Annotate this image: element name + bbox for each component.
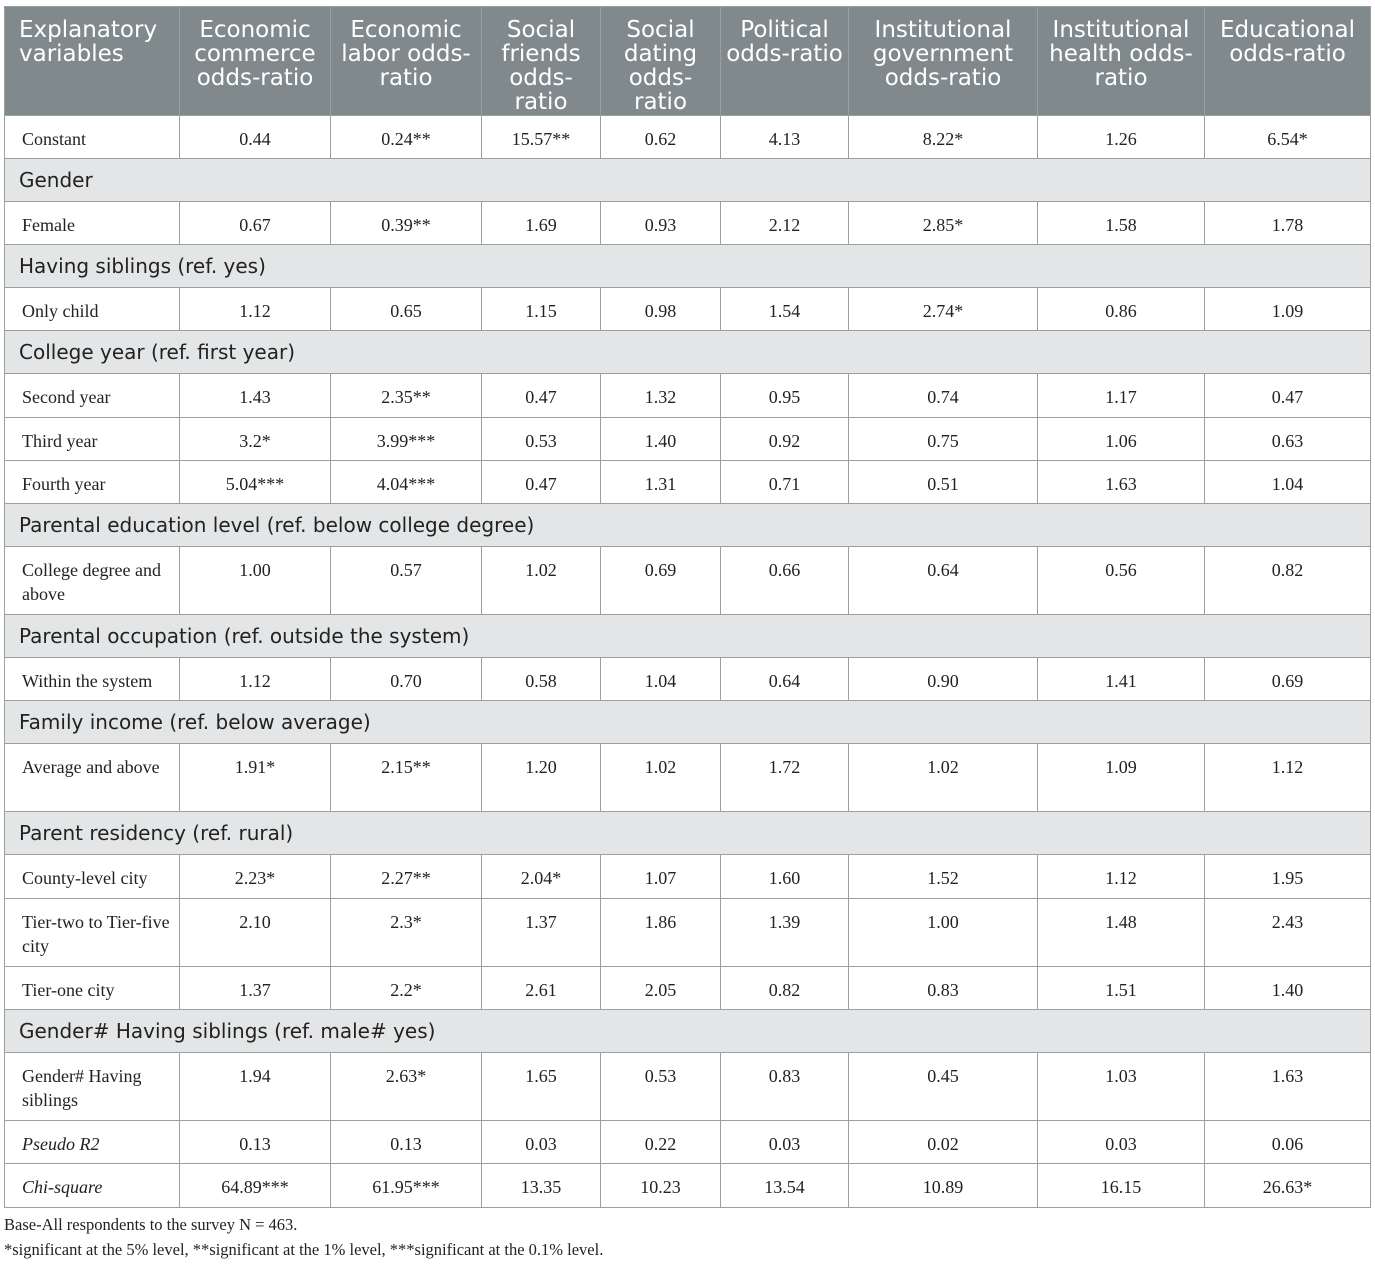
odds-ratio-cell: 2.74* <box>849 288 1038 331</box>
row-label: Female <box>5 202 180 245</box>
odds-ratio-cell: 0.24** <box>331 116 482 159</box>
odds-ratio-cell: 26.63* <box>1205 1164 1371 1208</box>
row-label: Tier-two to Tier-five city <box>5 899 180 967</box>
odds-ratio-cell: 1.37 <box>482 899 601 967</box>
odds-ratio-cell: 1.65 <box>482 1053 601 1121</box>
section-row <box>5 1010 1371 1053</box>
odds-ratio-cell: 0.90 <box>849 658 1038 701</box>
odds-ratio-cell: 3.99*** <box>331 418 482 461</box>
odds-ratio-cell: 1.37 <box>180 967 331 1010</box>
header-social-friends: Social friends odds-ratio <box>482 7 601 116</box>
table-row <box>5 899 1371 967</box>
odds-ratio-cell: 0.93 <box>601 202 721 245</box>
section-row <box>5 245 1371 288</box>
odds-ratio-cell: 0.82 <box>1205 547 1371 615</box>
odds-ratio-cell: 1.12 <box>1205 744 1371 812</box>
section-row <box>5 701 1371 744</box>
header-economic-labor: Economic labor odds-ratio <box>331 7 482 116</box>
odds-ratio-cell: 2.15** <box>331 744 482 812</box>
odds-ratio-cell: 1.04 <box>1205 461 1371 504</box>
row-label: County-level city <box>5 855 180 899</box>
section-row <box>5 331 1371 374</box>
table-row <box>5 374 1371 418</box>
section-row <box>5 159 1371 202</box>
odds-ratio-cell: 2.35** <box>331 374 482 418</box>
odds-ratio-cell: 1.09 <box>1038 744 1205 812</box>
table-row <box>5 202 1371 245</box>
section-label: Gender <box>5 159 1371 202</box>
header-economic-commerce: Economic commerce odds-ratio <box>180 7 331 116</box>
header-institutional-health: Institutional health odds-ratio <box>1038 7 1205 116</box>
section-label: Parental occupation (ref. outside the system) <box>5 615 1371 658</box>
odds-ratio-cell: 0.67 <box>180 202 331 245</box>
row-label: Only child <box>5 288 180 331</box>
odds-ratio-cell: 2.85* <box>849 202 1038 245</box>
table-row <box>5 658 1371 701</box>
row-label: Pseudo R2 <box>5 1121 180 1164</box>
section-row <box>5 615 1371 658</box>
odds-ratio-cell: 0.64 <box>721 658 849 701</box>
odds-ratio-cell: 1.00 <box>180 547 331 615</box>
odds-ratio-cell: 0.53 <box>601 1053 721 1121</box>
odds-ratio-cell: 1.02 <box>601 744 721 812</box>
header-explanatory-variables: Explanatory variables <box>5 7 180 116</box>
odds-ratio-cell: 0.56 <box>1038 547 1205 615</box>
odds-ratio-cell: 1.72 <box>721 744 849 812</box>
odds-ratio-cell: 1.63 <box>1038 461 1205 504</box>
odds-ratio-cell: 2.3* <box>331 899 482 967</box>
odds-ratio-cell: 0.71 <box>721 461 849 504</box>
odds-ratio-cell: 0.58 <box>482 658 601 701</box>
row-label: Chi-square <box>5 1164 180 1208</box>
odds-ratio-cell: 1.91* <box>180 744 331 812</box>
odds-ratio-cell: 0.92 <box>721 418 849 461</box>
odds-ratio-cell: 10.23 <box>601 1164 721 1208</box>
odds-ratio-cell: 1.20 <box>482 744 601 812</box>
table-row <box>5 461 1371 504</box>
row-label: Average and above <box>5 744 180 812</box>
odds-ratio-cell: 1.58 <box>1038 202 1205 245</box>
table-row <box>5 744 1371 812</box>
regression-table-container <box>4 6 1370 1262</box>
odds-ratio-cell: 1.03 <box>1038 1053 1205 1121</box>
odds-ratio-cell: 0.75 <box>849 418 1038 461</box>
odds-ratio-cell: 1.48 <box>1038 899 1205 967</box>
table-body <box>5 116 1371 1208</box>
odds-ratio-cell: 0.57 <box>331 547 482 615</box>
section-row <box>5 504 1371 547</box>
odds-ratio-cell: 0.39** <box>331 202 482 245</box>
table-row <box>5 288 1371 331</box>
odds-ratio-cell: 2.61 <box>482 967 601 1010</box>
odds-ratio-cell: 1.63 <box>1205 1053 1371 1121</box>
odds-ratio-cell: 0.69 <box>601 547 721 615</box>
header-social-dating: Social dating odds-ratio <box>601 7 721 116</box>
row-label: Within the system <box>5 658 180 701</box>
table-row <box>5 1121 1371 1164</box>
table-row <box>5 1164 1371 1208</box>
odds-ratio-cell: 1.54 <box>721 288 849 331</box>
odds-ratio-cell: 0.45 <box>849 1053 1038 1121</box>
table-notes <box>4 1212 1370 1262</box>
table-row <box>5 855 1371 899</box>
odds-ratio-cell: 2.23* <box>180 855 331 899</box>
header-institutional-government: Institutional government odds-ratio <box>849 7 1038 116</box>
odds-ratio-cell: 0.06 <box>1205 1121 1371 1164</box>
odds-ratio-cell: 15.57** <box>482 116 601 159</box>
odds-ratio-cell: 2.05 <box>601 967 721 1010</box>
header-row <box>5 7 1371 116</box>
odds-ratio-cell: 61.95*** <box>331 1164 482 1208</box>
odds-ratio-cell: 1.04 <box>601 658 721 701</box>
table-row <box>5 116 1371 159</box>
odds-ratio-cell: 2.27** <box>331 855 482 899</box>
odds-ratio-cell: 2.43 <box>1205 899 1371 967</box>
odds-ratio-cell: 0.66 <box>721 547 849 615</box>
odds-ratio-cell: 6.54* <box>1205 116 1371 159</box>
odds-ratio-cell: 1.86 <box>601 899 721 967</box>
odds-ratio-cell: 0.47 <box>482 461 601 504</box>
odds-ratio-cell: 1.15 <box>482 288 601 331</box>
odds-ratio-cell: 4.13 <box>721 116 849 159</box>
odds-ratio-cell: 1.39 <box>721 899 849 967</box>
odds-ratio-cell: 1.95 <box>1205 855 1371 899</box>
odds-ratio-cell: 1.78 <box>1205 202 1371 245</box>
odds-ratio-cell: 1.12 <box>180 658 331 701</box>
table-row <box>5 1053 1371 1121</box>
odds-ratio-cell: 1.43 <box>180 374 331 418</box>
row-label: Tier-one city <box>5 967 180 1010</box>
odds-ratio-cell: 0.51 <box>849 461 1038 504</box>
odds-ratio-cell: 0.98 <box>601 288 721 331</box>
header-political: Political odds-ratio <box>721 7 849 116</box>
odds-ratio-cell: 2.04* <box>482 855 601 899</box>
odds-ratio-cell: 1.40 <box>601 418 721 461</box>
row-label: College degree and above <box>5 547 180 615</box>
odds-ratio-cell: 13.54 <box>721 1164 849 1208</box>
note-significance: *significant at the 5% level, **significant at the 1% level, ***significant at the 0.1% level. <box>4 1240 604 1259</box>
odds-ratio-cell: 0.02 <box>849 1121 1038 1164</box>
odds-ratio-cell: 1.02 <box>482 547 601 615</box>
odds-ratio-cell: 2.10 <box>180 899 331 967</box>
odds-ratio-cell: 0.03 <box>721 1121 849 1164</box>
odds-ratio-cell: 0.82 <box>721 967 849 1010</box>
odds-ratio-cell: 0.47 <box>482 374 601 418</box>
odds-ratio-cell: 0.83 <box>721 1053 849 1121</box>
odds-ratio-cell: 1.31 <box>601 461 721 504</box>
odds-ratio-cell: 1.41 <box>1038 658 1205 701</box>
odds-ratio-cell: 0.95 <box>721 374 849 418</box>
odds-ratio-cell: 0.74 <box>849 374 1038 418</box>
odds-ratio-cell: 0.86 <box>1038 288 1205 331</box>
odds-ratio-cell: 1.06 <box>1038 418 1205 461</box>
odds-ratio-cell: 10.89 <box>849 1164 1038 1208</box>
row-label: Fourth year <box>5 461 180 504</box>
odds-ratio-cell: 1.00 <box>849 899 1038 967</box>
odds-ratio-cell: 0.83 <box>849 967 1038 1010</box>
odds-ratio-cell: 5.04*** <box>180 461 331 504</box>
odds-ratio-cell: 0.47 <box>1205 374 1371 418</box>
odds-ratio-cell: 13.35 <box>482 1164 601 1208</box>
table-row <box>5 547 1371 615</box>
odds-ratio-cell: 1.17 <box>1038 374 1205 418</box>
row-label: Third year <box>5 418 180 461</box>
section-label: College year (ref. first year) <box>5 331 1371 374</box>
odds-ratio-cell: 0.03 <box>1038 1121 1205 1164</box>
odds-ratio-cell: 2.2* <box>331 967 482 1010</box>
odds-ratio-cell: 0.53 <box>482 418 601 461</box>
row-label: Second year <box>5 374 180 418</box>
odds-ratio-cell: 1.32 <box>601 374 721 418</box>
odds-ratio-cell: 1.12 <box>1038 855 1205 899</box>
table-row <box>5 418 1371 461</box>
odds-ratio-cell: 0.03 <box>482 1121 601 1164</box>
odds-ratio-table <box>4 6 1371 1208</box>
odds-ratio-cell: 1.40 <box>1205 967 1371 1010</box>
odds-ratio-cell: 0.63 <box>1205 418 1371 461</box>
odds-ratio-cell: 3.2* <box>180 418 331 461</box>
odds-ratio-cell: 1.02 <box>849 744 1038 812</box>
odds-ratio-cell: 1.94 <box>180 1053 331 1121</box>
odds-ratio-cell: 1.07 <box>601 855 721 899</box>
odds-ratio-cell: 1.12 <box>180 288 331 331</box>
table-row <box>5 967 1371 1010</box>
odds-ratio-cell: 0.65 <box>331 288 482 331</box>
odds-ratio-cell: 0.44 <box>180 116 331 159</box>
section-label: Parent residency (ref. rural) <box>5 812 1371 855</box>
note-base: Base-All respondents to the survey N = 463. <box>4 1215 298 1234</box>
odds-ratio-cell: 8.22* <box>849 116 1038 159</box>
odds-ratio-cell: 1.69 <box>482 202 601 245</box>
row-label: Constant <box>5 116 180 159</box>
odds-ratio-cell: 0.22 <box>601 1121 721 1164</box>
odds-ratio-cell: 2.12 <box>721 202 849 245</box>
odds-ratio-cell: 0.70 <box>331 658 482 701</box>
section-label: Having siblings (ref. yes) <box>5 245 1371 288</box>
section-label: Parental education level (ref. below college degree) <box>5 504 1371 547</box>
odds-ratio-cell: 1.51 <box>1038 967 1205 1010</box>
row-label: Gender# Having siblings <box>5 1053 180 1121</box>
odds-ratio-cell: 0.62 <box>601 116 721 159</box>
odds-ratio-cell: 1.26 <box>1038 116 1205 159</box>
odds-ratio-cell: 1.52 <box>849 855 1038 899</box>
odds-ratio-cell: 64.89*** <box>180 1164 331 1208</box>
section-label: Gender# Having siblings (ref. male# yes) <box>5 1010 1371 1053</box>
odds-ratio-cell: 0.13 <box>180 1121 331 1164</box>
odds-ratio-cell: 0.13 <box>331 1121 482 1164</box>
odds-ratio-cell: 1.60 <box>721 855 849 899</box>
odds-ratio-cell: 4.04*** <box>331 461 482 504</box>
odds-ratio-cell: 2.63* <box>331 1053 482 1121</box>
section-label: Family income (ref. below average) <box>5 701 1371 744</box>
odds-ratio-cell: 0.69 <box>1205 658 1371 701</box>
header-educational: Educational odds-ratio <box>1205 7 1371 116</box>
odds-ratio-cell: 16.15 <box>1038 1164 1205 1208</box>
odds-ratio-cell: 0.64 <box>849 547 1038 615</box>
odds-ratio-cell: 1.09 <box>1205 288 1371 331</box>
section-row <box>5 812 1371 855</box>
